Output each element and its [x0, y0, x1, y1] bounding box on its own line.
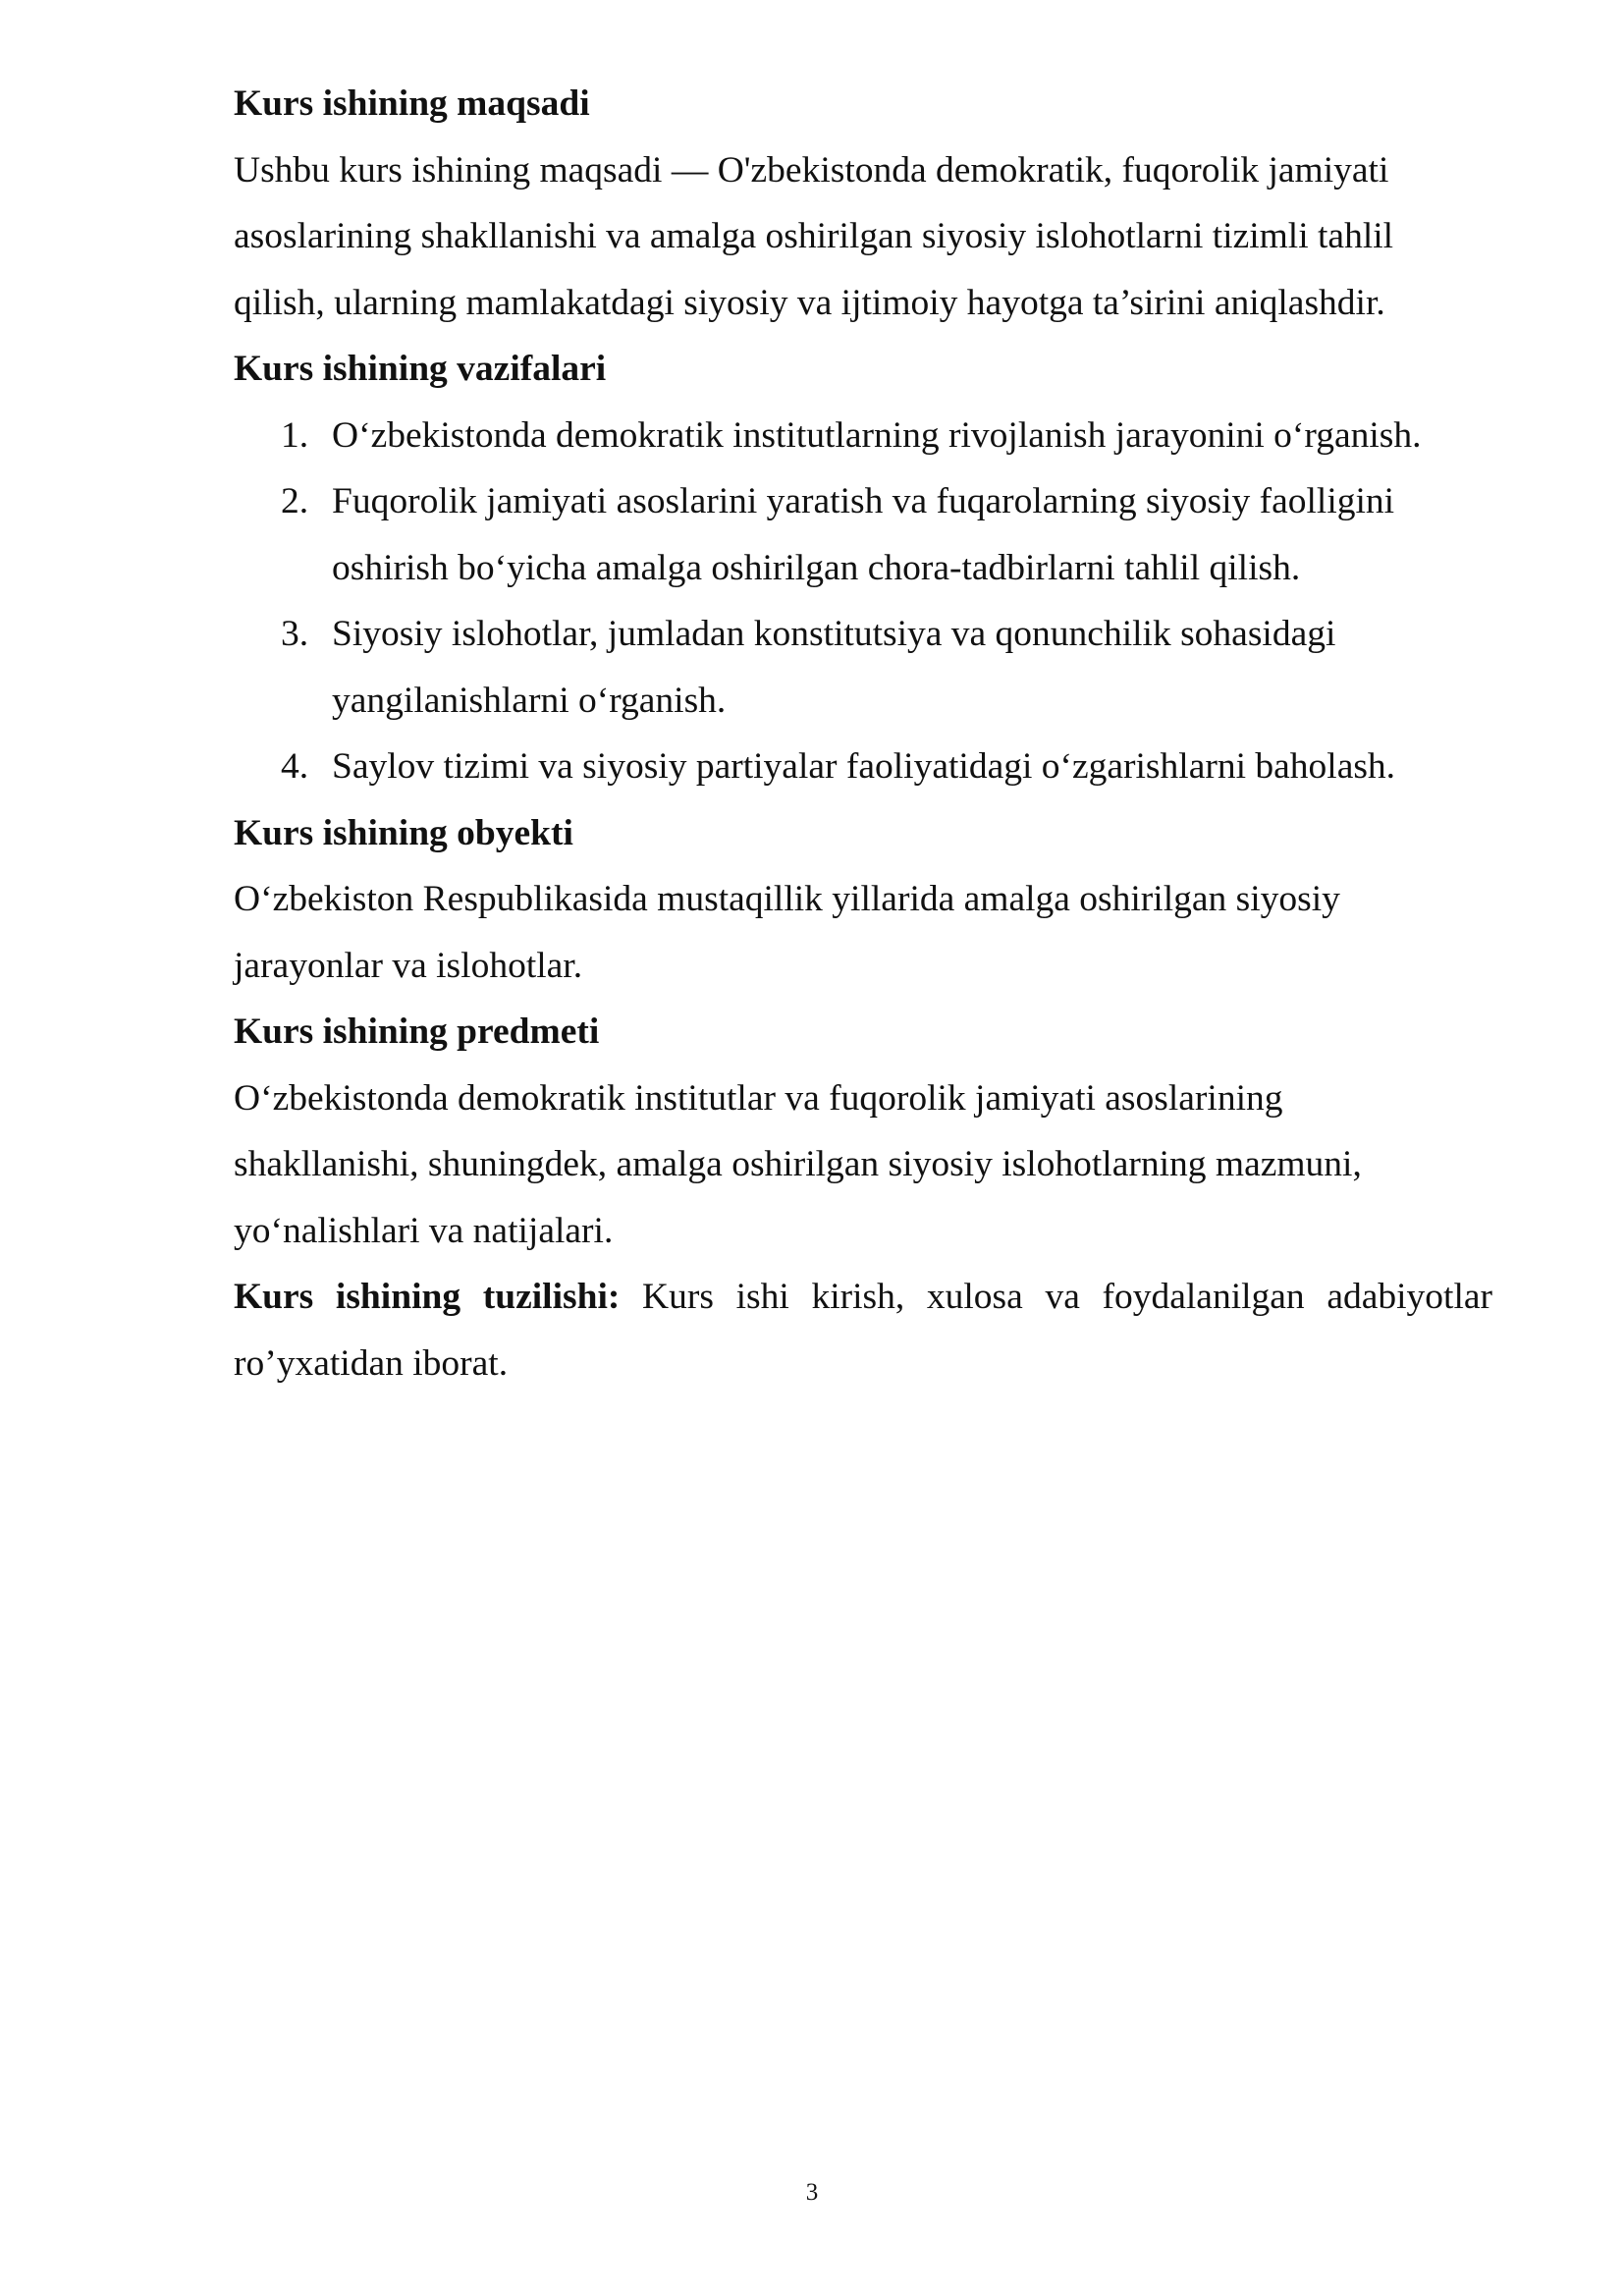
- tasks-list: [234, 403, 1492, 800]
- task-number: 2.: [281, 481, 309, 521]
- task-text: Saylov tizimi va siyosiy partiyalar faoliyatidagi o‘zgarishlarni baholash.: [332, 746, 1396, 787]
- task-number: 4.: [281, 746, 309, 787]
- goal-paragraph: Ushbu kurs ishining maqsadi — O'zbekistonda demokratik, fuqorolik jamiyati asoslarining shakllanishi va amalga oshirilgan siyosiy islohotlarni tizimli tahlil qilish, ularning mamlakatdagi siyosiy va ijtimoiy hayotga ta’sirini aniqlashdir.: [234, 149, 1394, 323]
- object-paragraph: O‘zbekiston Respublikasida mustaqillik yillarida amalga oshirilgan siyosiy jarayonlar va islohotlar.: [234, 879, 1340, 986]
- task-number: 3.: [281, 614, 309, 654]
- task-item-4: [234, 734, 1492, 800]
- page-number: 3: [805, 2179, 819, 2206]
- goal-heading: Kurs ishining maqsadi: [234, 83, 590, 124]
- task-text: Siyosiy islohotlar, jumladan konstitutsiya va qonunchilik sohasidagi yangilanishlarni o‘rganish.: [332, 614, 1336, 721]
- task-text: O‘zbekistonda demokratik institutlarning rivojlanish jarayonini o‘rganish.: [332, 414, 1422, 456]
- structure-text: Kurs ishi kirish, xulosa va foydalanilgan adabiyotlar ro’yxatidan iborat.: [234, 1277, 1493, 1384]
- task-number: 1.: [281, 414, 309, 456]
- object-heading: Kurs ishining obyekti: [234, 812, 573, 853]
- tasks-heading: Kurs ishining vazifalari: [234, 349, 607, 389]
- task-item-2: [234, 468, 1451, 601]
- subject-paragraph: O‘zbekistonda demokratik institutlar va fuqorolik jamiyati asoslarining shakllanishi, shuningdek, amalga oshirilgan siyosiy islohotlarning mazmuni, yo‘nalishlari va natijalari.: [234, 1077, 1362, 1251]
- task-item-1: [234, 403, 1492, 469]
- task-item-3: [234, 601, 1432, 734]
- structure-paragraph: [234, 1264, 1492, 1396]
- subject-heading: Kurs ishining predmeti: [234, 1011, 600, 1052]
- page-content: [234, 71, 1492, 1396]
- task-text: Fuqorolik jamiyati asoslarini yaratish va fuqarolarning siyosiy faolligini oshirish bo‘yicha amalga oshirilgan chora-tadbirlarni tahlil qilish.: [332, 481, 1395, 588]
- structure-label: Kurs ishining tuzilishi:: [234, 1277, 621, 1317]
